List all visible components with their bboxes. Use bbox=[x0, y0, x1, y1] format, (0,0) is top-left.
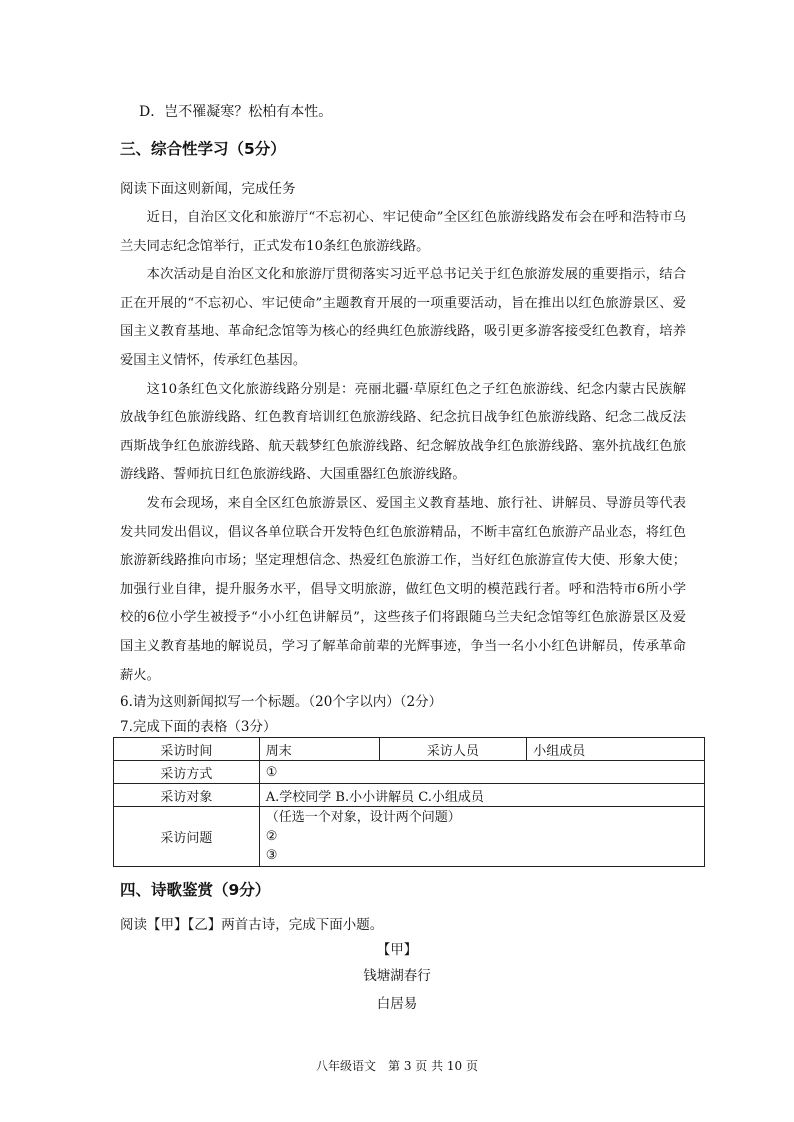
answer-marker-2: ② bbox=[265, 829, 278, 844]
table-row bbox=[114, 784, 705, 807]
table-cell: 采访问题 bbox=[114, 807, 260, 867]
news-paragraph-1: 近日，自治区文化和旅游厅“不忘初心、牢记使命”全区红色旅游线路发布会在呼和浩特市乌兰夫同志纪念馆举行，正式发布10条红色旅游线路。 bbox=[120, 210, 686, 254]
interview-table bbox=[113, 737, 705, 867]
news-paragraph-2: 本次活动是自治区文化和旅游厅贯彻落实习近平总书记关于红色旅游发展的重要指示，结合正在开展的“不忘初心、牢记使命”主题教育开展的一项重要活动，旨在推出以红色旅游景区、爱国主义教育基地、革命纪念馆等为核心的经典红色旅游线路，吸引更多游客接受红色教育，培养爱国主义情怀，传承红色基因。 bbox=[120, 267, 686, 368]
table-cell: 采访对象 bbox=[114, 784, 260, 807]
table-row bbox=[114, 807, 705, 867]
poem-title: 钱塘湖春行 bbox=[363, 968, 431, 984]
answer-cell-questions[interactable] bbox=[259, 807, 704, 867]
table-row bbox=[114, 761, 705, 784]
page-footer: 八年级语文 第 3 页 共 10 页 bbox=[316, 1059, 478, 1073]
question-hint: （任选一个对象，设计两个问题） bbox=[265, 810, 461, 825]
news-paragraph-4: 发布会现场，来自全区红色旅游景区、爱国主义教育基地、旅行社、讲解员、导游员等代表发共同发出倡议，倡议各单位联合开发特色红色旅游精品，不断丰富红色旅游产品业态，将红色旅游新线路推向市场；坚定理想信念、热爱红色旅游工作，当好红色旅游宣传大使、形象大使；加强行业自律，提升服务水平，倡导文明旅游，做红色文明的模范践行者。呼和浩特市6所小学校的6位小学生被授予“小小红色讲解员”，这些孩子们将跟随乌兰夫纪念馆等红色旅游景区及爱国主义教育基地的解说员，学习了解革命前辈的光辉事迹，争当一名小小红色讲解员，传承革命薪火。 bbox=[120, 495, 686, 683]
table-cell: 采访方式 bbox=[114, 761, 260, 784]
section3-title: 三、综合性学习（5分） bbox=[120, 140, 286, 158]
section3-instruction: 阅读下面这则新闻，完成任务 bbox=[120, 181, 296, 197]
table-cell: A.学校同学 B.小小讲解员 C.小组成员 bbox=[259, 784, 704, 807]
news-paragraph-3: 这10条红色文化旅游线路分别是：亮丽北疆·草原红色之子红色旅游线、纪念内蒙古民族解放战争红色旅游线路、红色教育培训红色旅游线路、纪念抗日战争红色旅游线路、纪念二战反法西斯战争红色旅游线路、航天载梦红色旅游线路、纪念解放战争红色旅游线路、塞外抗战红色旅游线路、誓师抗日红色旅游线路、大国重器红色旅游线路。 bbox=[120, 381, 686, 483]
table-cell: 采访时间 bbox=[114, 738, 260, 761]
question-6: 6.请为这则新闻拟写一个标题。（20个字以内）（2分） bbox=[120, 694, 443, 710]
table-cell[interactable]: 周末 bbox=[259, 738, 379, 761]
poem-author: 白居易 bbox=[376, 996, 418, 1012]
poem-label: 【甲】 bbox=[376, 942, 418, 958]
section4-title: 四、诗歌鉴赏（9分） bbox=[120, 881, 271, 899]
table-cell: 采访人员 bbox=[379, 738, 527, 761]
answer-marker-3: ③ bbox=[265, 848, 278, 863]
table-row bbox=[114, 738, 705, 761]
table-cell[interactable]: 小组成员 bbox=[527, 738, 705, 761]
option-d: D．岂不罹凝寒？松柏有本性。 bbox=[139, 104, 333, 120]
question-7: 7.完成下面的表格（3分） bbox=[120, 719, 277, 735]
section4-instruction: 阅读【甲】【乙】两首古诗，完成下面小题。 bbox=[120, 917, 384, 933]
news-article bbox=[120, 204, 686, 690]
answer-cell-method[interactable]: ① bbox=[259, 761, 704, 784]
